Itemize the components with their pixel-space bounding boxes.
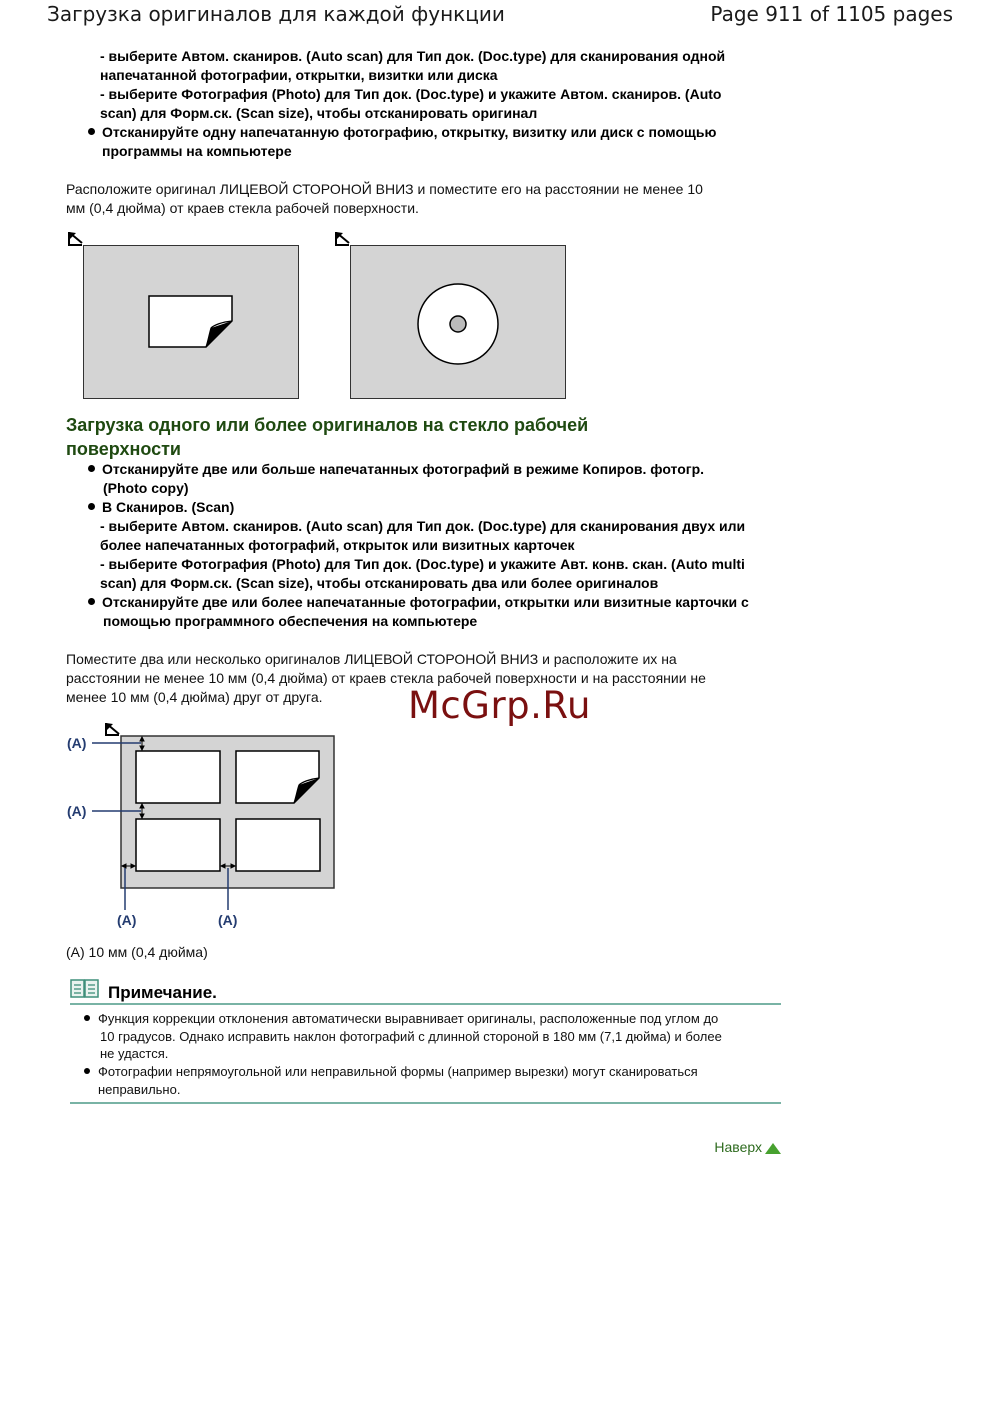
watermark: McGrp.Ru xyxy=(408,684,591,727)
note-text: 10 градусов. Однако исправить наклон фотографий с длинной стороной в 180 мм (7,1 дюйма) и более xyxy=(100,1029,722,1044)
bullet-icon xyxy=(88,503,95,510)
section-heading: Загрузка одного или более оригиналов на стекло рабочей xyxy=(66,415,589,435)
bullet-icon xyxy=(88,465,95,472)
photo-original xyxy=(136,751,220,803)
photo-original xyxy=(236,819,320,871)
scanner-glass xyxy=(83,245,299,399)
note-title: Примечание. xyxy=(108,983,217,1002)
instruction-line: более напечатанных фотографий, открыток или визитных карточек xyxy=(100,537,575,553)
multi-original-diagram xyxy=(64,718,354,938)
paragraph-line: Расположите оригинал ЛИЦЕВОЙ СТОРОНОЙ ВНИЗ и поместите его на расстоянии не менее 10 xyxy=(66,181,703,197)
instruction-line: Отсканируйте две или более напечатанные фотографии, открытки или визитные карточки с xyxy=(102,594,749,610)
disc-original xyxy=(416,282,500,366)
note-text: неправильно. xyxy=(98,1082,181,1097)
bullet-icon xyxy=(84,1015,90,1021)
dimension-label: (A) xyxy=(117,912,137,928)
section-heading: поверхности xyxy=(66,439,181,459)
paragraph-line: Поместите два или несколько оригиналов ЛИЦЕВОЙ СТОРОНОЙ ВНИЗ и расположите их на xyxy=(66,651,677,667)
note-text: Фотографии непрямоугольной или неправильной формы (например вырезки) могут сканироваться xyxy=(98,1064,698,1079)
instruction-line: помощью программного обеспечения на компьютере xyxy=(103,613,478,629)
up-arrow-icon[interactable] xyxy=(765,1143,781,1155)
dimension-label: (A) xyxy=(67,735,87,751)
instruction-line: - выберите Автом. сканиров. (Auto scan) для Тип док. (Doc.type) для сканирования одной xyxy=(100,48,726,64)
page-header-title: Загрузка оригиналов для каждой функции xyxy=(47,2,505,26)
scanner-glass xyxy=(350,245,566,399)
paragraph-line: мм (0,4 дюйма) от краев стекла рабочей поверхности. xyxy=(66,200,419,216)
instruction-line: scan) для Форм.ск. (Scan size), чтобы отсканировать оригинал xyxy=(100,105,538,121)
note-divider xyxy=(70,1003,781,1005)
instruction-line: программы на компьютере xyxy=(102,143,292,159)
dimension-label: (A) xyxy=(218,912,238,928)
note-text: не удастся. xyxy=(100,1046,169,1061)
note-text: Функция коррекции отклонения автоматически выравнивает оригиналы, расположенные под углом до xyxy=(98,1011,719,1026)
instruction-line: - выберите Фотография (Photo) для Тип док. (Doc.type) и укажите Авт. конв. скан. (Auto multi xyxy=(100,556,745,572)
photo-original xyxy=(148,295,234,349)
instruction-line: В Сканиров. (Scan) xyxy=(102,499,235,515)
photo-original xyxy=(136,819,220,871)
bullet-icon xyxy=(84,1068,90,1074)
note-divider xyxy=(70,1102,781,1104)
bullet-icon xyxy=(88,598,95,605)
bullet-icon xyxy=(88,128,95,135)
instruction-line: (Photo copy) xyxy=(103,480,189,496)
alignment-mark-icon xyxy=(106,723,119,735)
page-number: Page 911 of 1105 pages xyxy=(710,2,953,26)
back-to-top-link[interactable]: Наверх xyxy=(714,1139,762,1155)
instruction-line: scan) для Форм.ск. (Scan size), чтобы отсканировать два или более оригиналов xyxy=(100,575,659,591)
instruction-line: Отсканируйте две или больше напечатанных фотографий в режиме Копиров. фотогр. xyxy=(102,461,705,477)
instruction-line: - выберите Автом. сканиров. (Auto scan) для Тип док. (Doc.type) для сканирования двух или xyxy=(100,518,746,534)
paragraph-line: менее 10 мм (0,4 дюйма) друг от друга. xyxy=(66,689,323,705)
paragraph-line: расстоянии не менее 10 мм (0,4 дюйма) от краев стекла рабочей поверхности и на расстоянии не xyxy=(66,670,706,686)
instruction-line: Отсканируйте одну напечатанную фотографию, открытку, визитку или диск с помощью xyxy=(102,124,717,140)
note-book-icon xyxy=(70,978,100,1000)
dimension-label: (A) xyxy=(67,803,87,819)
instruction-line: - выберите Фотография (Photo) для Тип док. (Doc.type) и укажите Автом. сканиров. (Auto xyxy=(100,86,722,102)
figure-caption: (A) 10 мм (0,4 дюйма) xyxy=(66,944,208,960)
instruction-line: напечатанной фотографии, открытки, визитки или диска xyxy=(100,67,498,83)
